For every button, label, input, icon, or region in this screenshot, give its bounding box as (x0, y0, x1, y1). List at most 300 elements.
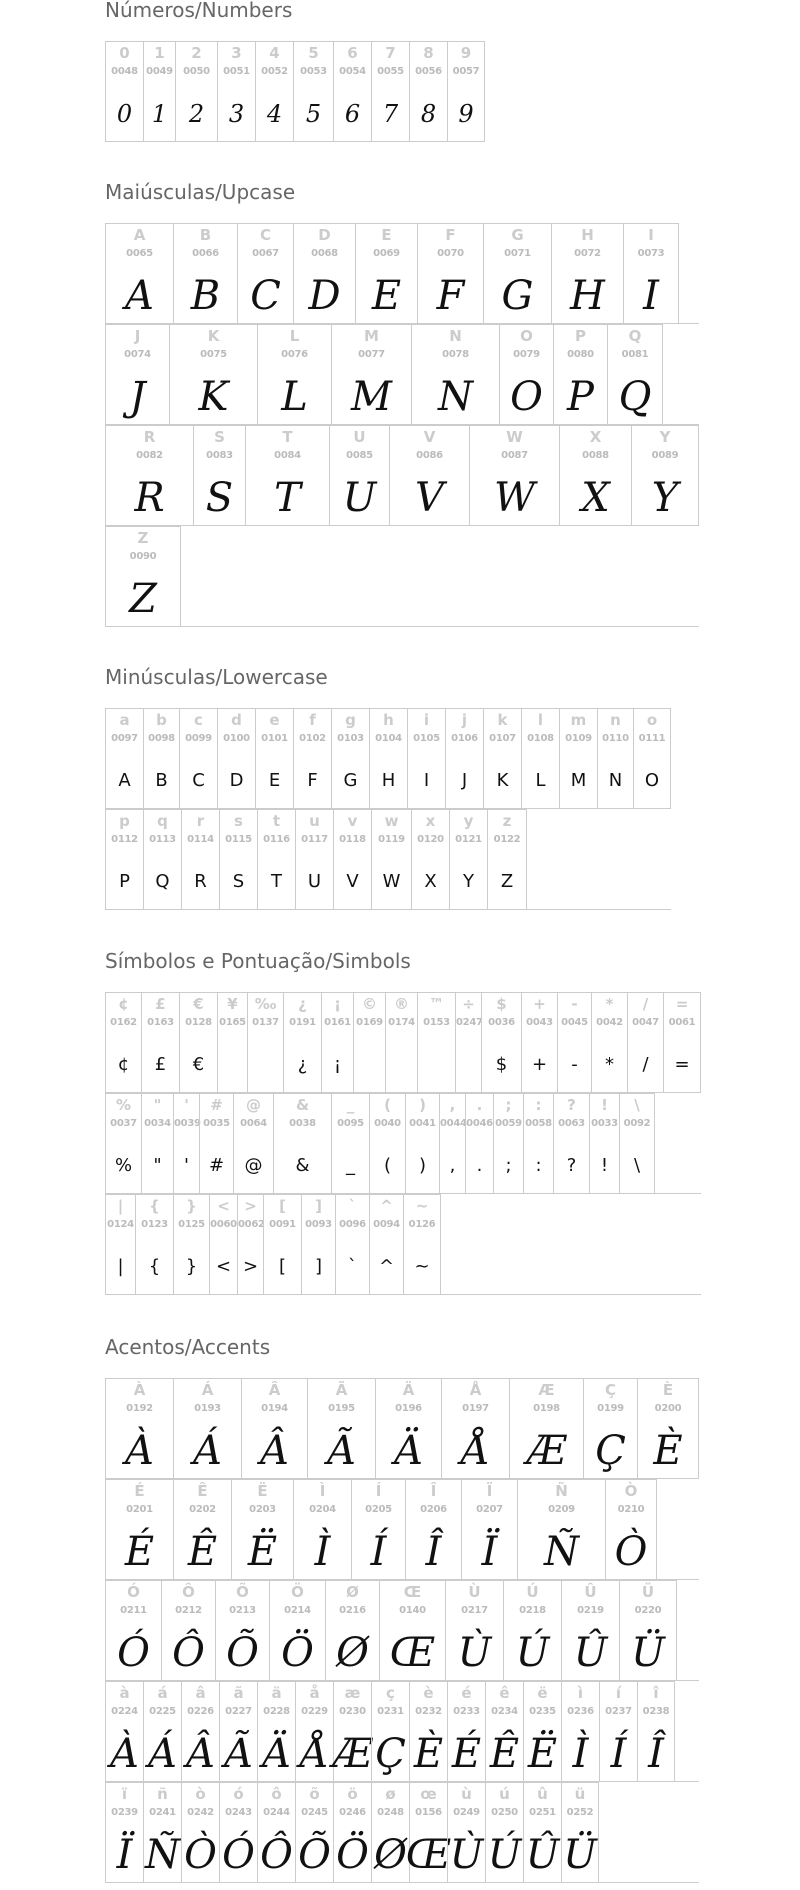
glyph-cell (389, 425, 469, 525)
character-code: 0195 (328, 1403, 355, 1414)
character-code: 0061 (668, 1017, 696, 1028)
character-label: Ë (257, 1482, 268, 1500)
glyph-row (105, 425, 699, 526)
character-code: 0163 (147, 1017, 174, 1028)
glyph-cell (521, 992, 557, 1092)
glyph-sample: & (295, 1155, 310, 1176)
character-code: 0064 (240, 1118, 267, 1129)
glyph-sample: Ä (262, 1730, 291, 1777)
glyph-sample: } (185, 1256, 198, 1277)
character-code: 0209 (548, 1504, 575, 1515)
character-code: 0065 (126, 248, 153, 259)
character-label: è (423, 1684, 434, 1702)
glyph-sample: A (118, 770, 131, 791)
glyph-cell (417, 992, 455, 1092)
glyph-grid (105, 223, 699, 627)
character-label: ‰ (254, 995, 277, 1013)
glyph-row (105, 1194, 701, 1295)
glyph-cell (105, 1093, 141, 1193)
character-label: \ (634, 1096, 640, 1114)
glyph-cell (483, 708, 521, 808)
glyph-row (105, 708, 671, 809)
glyph-sample: _ (346, 1155, 355, 1176)
glyph-cell (173, 1479, 231, 1579)
glyph-sample: ( (383, 1155, 392, 1176)
glyph-cell (445, 708, 483, 808)
glyph-sample: Û (573, 1629, 608, 1676)
character-label: £ (155, 995, 166, 1013)
glyph-sample: ^ (378, 1256, 395, 1277)
glyph-cell (301, 1194, 335, 1294)
glyph-sample: È (653, 1427, 683, 1474)
glyph-sample: Y (651, 474, 679, 521)
character-label: r (196, 812, 205, 830)
glyph-row (105, 526, 699, 627)
glyph-sample: É (124, 1528, 155, 1575)
glyph-cell (293, 223, 355, 323)
glyph-sample: Ò (614, 1528, 648, 1575)
character-label: Û (584, 1583, 597, 1601)
glyph-cell (143, 809, 181, 909)
glyph-sample: Ö (281, 1629, 314, 1676)
character-code: 0242 (187, 1807, 214, 1818)
character-code: 0123 (141, 1219, 168, 1230)
character-label: Í (375, 1482, 382, 1500)
glyph-cell (637, 1378, 699, 1478)
character-code: 0103 (337, 733, 364, 744)
character-code: 0128 (185, 1017, 212, 1028)
character-label: ä (271, 1684, 282, 1702)
character-label: ( (384, 1096, 391, 1114)
character-label: 0 (119, 44, 130, 62)
character-code: 0083 (206, 450, 233, 461)
character-label: S (214, 428, 225, 446)
character-code: 0249 (453, 1807, 480, 1818)
character-label: ü (574, 1785, 586, 1803)
glyph-sample: C (192, 770, 205, 791)
glyph-sample: Z (500, 871, 514, 892)
glyph-cell (217, 992, 247, 1092)
glyph-sample: Ë (247, 1528, 278, 1575)
glyph-cell (219, 1681, 257, 1781)
character-label: ô (271, 1785, 282, 1803)
character-code: 0046 (466, 1118, 493, 1129)
glyph-sample: H (570, 272, 605, 319)
character-code: 0088 (582, 450, 609, 461)
character-code: 0161 (324, 1017, 351, 1028)
character-code: 0125 (178, 1219, 205, 1230)
glyph-sample: K (198, 373, 229, 420)
glyph-sample: I (423, 770, 430, 791)
character-label: m (570, 711, 587, 729)
glyph-cell (329, 425, 389, 525)
glyph-cell (209, 1194, 237, 1294)
glyph-cell (257, 1782, 295, 1882)
glyph-cell (283, 992, 321, 1092)
glyph-sample: Â (186, 1730, 215, 1777)
character-label: & (295, 1096, 310, 1114)
glyph-cell (217, 708, 255, 808)
character-label: Õ (236, 1583, 249, 1601)
glyph-cell (483, 223, 551, 323)
character-label: Ò (624, 1482, 638, 1500)
character-code: 0229 (301, 1706, 328, 1717)
character-code: 0078 (442, 349, 469, 360)
character-code: 0051 (223, 66, 250, 77)
glyph-cell (371, 809, 411, 909)
glyph-sample: È (413, 1730, 444, 1777)
character-code: 0241 (149, 1807, 176, 1818)
character-code: 0068 (311, 248, 338, 259)
character-code: 0117 (301, 834, 328, 845)
character-label: ? (567, 1096, 576, 1114)
glyph-sample: ! (600, 1155, 609, 1176)
character-code: 0137 (252, 1017, 279, 1028)
character-label: + (533, 995, 546, 1013)
glyph-sample (386, 1039, 417, 1090)
glyph-cell (469, 425, 559, 525)
glyph-cell (553, 324, 607, 424)
glyph-sample: Z (129, 575, 157, 622)
glyph-cell (135, 1194, 173, 1294)
character-code: 0035 (203, 1118, 230, 1129)
glyph-sample: L (281, 373, 308, 420)
character-code: 0089 (651, 450, 679, 461)
character-label: E (381, 226, 392, 244)
glyph-cell (173, 1378, 241, 1478)
character-label: U (353, 428, 366, 446)
glyph-cell (583, 1378, 637, 1478)
character-label: a (119, 711, 130, 729)
character-code: 0045 (561, 1017, 588, 1028)
glyph-cell (237, 223, 293, 323)
character-label: Ï (486, 1482, 493, 1500)
character-label: Î (430, 1482, 437, 1500)
glyph-sample: ) (418, 1155, 427, 1176)
glyph-sample: ¡ (333, 1054, 342, 1075)
glyph-sample: I (643, 272, 659, 319)
character-code: 0044 (440, 1118, 467, 1129)
glyph-cell (219, 1782, 257, 1882)
glyph-cell (405, 1093, 439, 1193)
glyph-sample: R (194, 871, 207, 892)
glyph-cell (181, 1782, 219, 1882)
character-label: j (461, 711, 468, 729)
character-label: " (153, 1096, 162, 1114)
character-label: y (463, 812, 474, 830)
character-label: s (234, 812, 243, 830)
character-code: 0042 (596, 1017, 623, 1028)
character-label: x (425, 812, 436, 830)
glyph-cell (447, 41, 485, 141)
glyph-row (105, 1580, 699, 1681)
character-label: v (347, 812, 358, 830)
glyph-cell (307, 1378, 375, 1478)
character-label: ¢ (118, 995, 129, 1013)
glyph-sample: ¿ (297, 1054, 308, 1075)
glyph-cell (553, 1093, 589, 1193)
character-label: ® (394, 995, 409, 1013)
character-code: 0094 (373, 1219, 400, 1230)
character-label: Ö (291, 1583, 304, 1601)
glyph-cell (173, 1093, 199, 1193)
glyph-sample: Â (260, 1427, 289, 1474)
glyph-cell (445, 1580, 503, 1680)
glyph-sample: Ï (481, 1528, 498, 1575)
glyph-sample: Õ (298, 1831, 331, 1878)
character-label: f (309, 711, 316, 729)
character-code: 0052 (261, 66, 288, 77)
glyph-row (105, 1378, 699, 1479)
glyph-cell (523, 1681, 561, 1781)
glyph-sample: G (501, 272, 534, 319)
character-label: N (449, 327, 462, 345)
character-label: Z (137, 529, 149, 547)
glyph-cell (105, 425, 193, 525)
character-code: 0107 (489, 733, 516, 744)
character-code: 0040 (374, 1118, 401, 1129)
glyph-cell (293, 41, 333, 141)
character-label: M (364, 327, 379, 345)
character-label: À (133, 1381, 146, 1399)
glyph-sample: ¢ (117, 1054, 130, 1075)
character-label: i (423, 711, 430, 729)
character-label: V (423, 428, 436, 446)
character-label: ' (184, 1096, 189, 1114)
character-label: X (589, 428, 602, 446)
glyph-sample: Œ (405, 1831, 452, 1878)
glyph-sample: R (134, 474, 165, 521)
character-label: È (662, 1381, 674, 1399)
glyph-sample: Ã (327, 1427, 356, 1474)
character-label: ê (499, 1684, 510, 1702)
glyph-sample: U (307, 871, 322, 892)
character-label: l (537, 711, 544, 729)
character-label: € (193, 995, 204, 1013)
character-code: 0231 (377, 1706, 404, 1717)
glyph-cell (105, 526, 181, 626)
character-label: A (133, 226, 146, 244)
character-code: 0114 (187, 834, 214, 845)
character-label: ó (233, 1785, 244, 1803)
glyph-sample: 2 (188, 99, 205, 128)
character-code: 0248 (377, 1807, 404, 1818)
character-code: 0153 (423, 1017, 450, 1028)
character-code: 0104 (375, 733, 402, 744)
glyph-cell (499, 324, 553, 424)
glyph-sample: Ñ (145, 1831, 180, 1878)
glyph-sample: Ô (260, 1831, 293, 1878)
glyph-sample: ' (184, 1155, 189, 1176)
character-label: / (642, 995, 649, 1013)
character-label: g (345, 711, 356, 729)
character-label: â (195, 1684, 206, 1702)
glyph-sample: J (129, 373, 146, 420)
section-title: Maiúsculas/Upcase (105, 180, 296, 204)
glyph-cell (269, 1580, 325, 1680)
glyph-sample: Ê (187, 1528, 218, 1575)
character-code: 0165 (219, 1017, 246, 1028)
glyph-cell (105, 324, 169, 424)
glyph-cell (143, 708, 179, 808)
character-code: 0063 (558, 1118, 585, 1129)
glyph-grid (105, 708, 671, 910)
character-label: ù (461, 1785, 472, 1803)
character-code: 0116 (263, 834, 290, 845)
glyph-sample (248, 1039, 283, 1090)
character-code: 0058 (525, 1118, 552, 1129)
character-label: Ù (468, 1583, 481, 1601)
glyph-sample: F (436, 272, 465, 319)
glyph-cell (255, 708, 293, 808)
character-label: I (648, 226, 654, 244)
character-label: @ (246, 1096, 261, 1114)
character-label: 9 (460, 44, 472, 62)
glyph-sample: B (155, 770, 168, 791)
glyph-sample: W (382, 871, 401, 892)
glyph-cell (411, 324, 499, 424)
glyph-sample: M (351, 373, 392, 420)
character-code: 0041 (409, 1118, 436, 1129)
glyph-sample: V (415, 474, 444, 521)
character-code: 0224 (111, 1706, 138, 1717)
character-label: œ (420, 1785, 437, 1803)
character-code: 0202 (189, 1504, 216, 1515)
glyph-sample: Á (148, 1730, 177, 1777)
character-code: 0192 (126, 1403, 153, 1414)
glyph-cell (417, 223, 483, 323)
glyph-sample (218, 1039, 247, 1090)
glyph-row (105, 1093, 701, 1194)
glyph-row (105, 1782, 699, 1883)
glyph-cell (487, 809, 527, 909)
glyph-cell (371, 41, 409, 141)
character-code: 0076 (281, 349, 308, 360)
character-code: 0067 (252, 248, 279, 259)
character-label: e (269, 711, 280, 729)
glyph-cell (231, 1479, 293, 1579)
character-code: 0108 (527, 733, 554, 744)
glyph-cell (105, 1580, 161, 1680)
glyph-sample: Ø (374, 1831, 407, 1878)
character-label: 6 (347, 44, 358, 62)
glyph-sample: Ï (116, 1831, 133, 1878)
glyph-grid (105, 1378, 699, 1883)
character-code: 0120 (417, 834, 444, 845)
character-code: 0219 (577, 1605, 604, 1616)
character-code: 0239 (111, 1807, 138, 1818)
character-label: é (461, 1684, 472, 1702)
character-label: ã (233, 1684, 244, 1702)
section-title: Números/Numbers (105, 0, 293, 22)
character-code: 0201 (126, 1504, 153, 1515)
character-label: Œ (403, 1583, 422, 1601)
glyph-cell (355, 223, 417, 323)
character-label: û (537, 1785, 548, 1803)
character-code: 0200 (654, 1403, 682, 1414)
glyph-sample: O (644, 770, 660, 791)
glyph-sample: W (493, 474, 536, 521)
glyph-cell (623, 223, 679, 323)
glyph-sample: Ê (489, 1730, 520, 1777)
character-code: 0237 (605, 1706, 632, 1717)
glyph-sample: ` (348, 1256, 357, 1277)
glyph-cell (273, 1093, 331, 1193)
glyph-cell (105, 1194, 135, 1294)
character-code: 0251 (529, 1807, 556, 1818)
glyph-cell (141, 1093, 173, 1193)
character-code: 0233 (453, 1706, 480, 1717)
character-code: 0050 (183, 66, 210, 77)
glyph-sample: E (268, 770, 281, 791)
glyph-sample: - (571, 1054, 578, 1075)
glyph-cell (631, 425, 699, 525)
character-label: b (156, 711, 167, 729)
character-code: 0169 (356, 1017, 383, 1028)
character-code: 0226 (187, 1706, 214, 1717)
character-code: 0081 (621, 349, 649, 360)
character-label: Ó (127, 1583, 140, 1601)
character-label: H (581, 226, 594, 244)
character-code: 0111 (638, 733, 666, 744)
glyph-cell (521, 708, 559, 808)
character-label: ÷ (462, 995, 475, 1013)
glyph-cell (561, 1782, 599, 1882)
character-code: 0204 (309, 1504, 336, 1515)
character-label: W (506, 428, 523, 446)
glyph-cell (233, 1093, 273, 1193)
glyph-row (105, 809, 671, 910)
character-label: k (497, 711, 508, 729)
glyph-cell (557, 992, 591, 1092)
glyph-grid (105, 992, 701, 1295)
glyph-cell (561, 1580, 619, 1680)
glyph-sample: Î (648, 1730, 664, 1777)
character-label: ¿ (298, 995, 307, 1013)
character-code: 0048 (111, 66, 138, 77)
character-label: , (449, 1096, 456, 1114)
glyph-sample: Ä (394, 1427, 423, 1474)
glyph-sample (354, 1039, 385, 1090)
glyph-cell (509, 1378, 583, 1478)
glyph-cell (485, 1782, 523, 1882)
character-code: 0093 (305, 1219, 332, 1230)
character-label: ò (195, 1785, 206, 1803)
glyph-sample: H (381, 770, 396, 791)
character-label: h (383, 711, 394, 729)
character-label: O (520, 327, 533, 345)
glyph-cell (637, 1681, 675, 1781)
character-code: 0085 (346, 450, 373, 461)
character-code: 0227 (225, 1706, 252, 1717)
character-code: 0113 (149, 834, 176, 845)
character-label: R (143, 428, 156, 446)
glyph-row (105, 992, 701, 1093)
character-code: 0250 (491, 1807, 518, 1818)
character-code: 0036 (488, 1017, 515, 1028)
glyph-cell (561, 1681, 599, 1781)
character-label: G (511, 226, 524, 244)
character-label: ^ (380, 1197, 393, 1215)
character-label: J (134, 327, 141, 345)
character-label: c (194, 711, 203, 729)
glyph-cell (441, 1378, 509, 1478)
character-code: 0193 (194, 1403, 221, 1414)
glyph-sample: T (274, 474, 301, 521)
glyph-cell (255, 41, 293, 141)
glyph-cell (481, 992, 521, 1092)
glyph-sample: $ (495, 1054, 508, 1075)
